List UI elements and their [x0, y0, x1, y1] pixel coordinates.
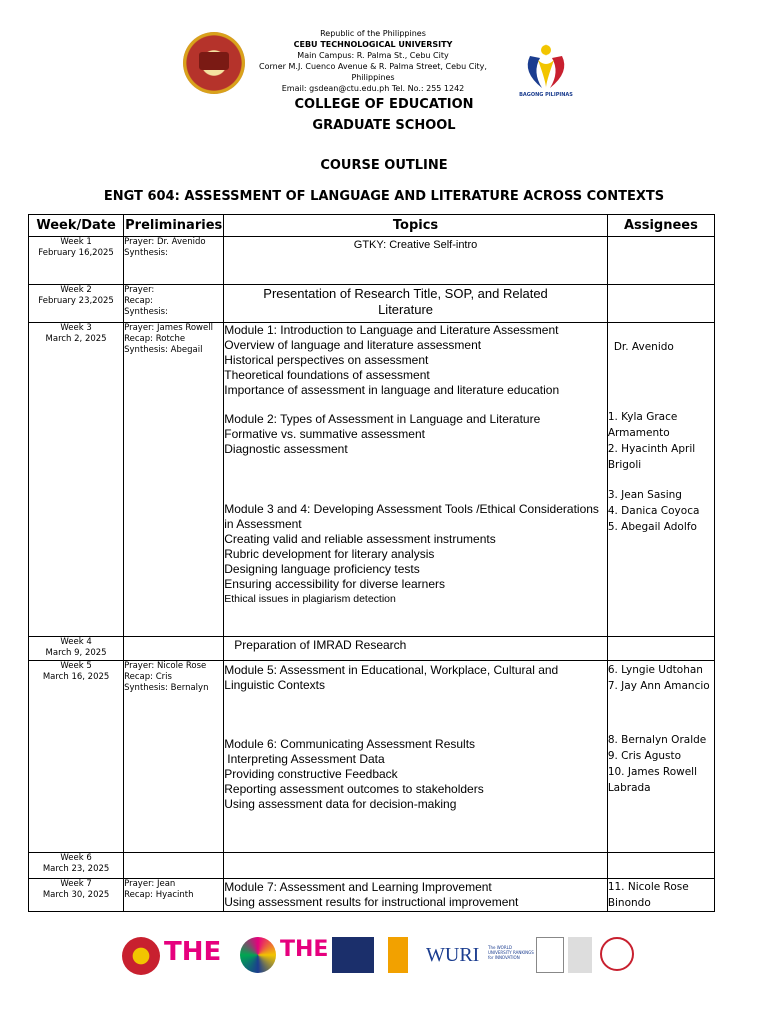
week-label: Week 5: [60, 661, 92, 671]
week-cell: [29, 237, 124, 285]
university-name: CEBU TECHNOLOGICAL UNIVERSITY: [293, 40, 453, 49]
table-header-row: [29, 215, 715, 237]
week-date: March 9, 2025: [45, 648, 107, 658]
topic-item: Ethical issues in plagiarism detection: [224, 593, 396, 605]
week-cell: [29, 853, 124, 879]
topic-item: Ensuring accessibility for diverse learners: [224, 577, 446, 591]
prelim-cell: [124, 285, 224, 323]
week-label: Week 4: [60, 637, 92, 647]
prelim-item: Recap: Rotche: [124, 334, 186, 344]
table-row: [29, 853, 715, 879]
assignee-item: 2. Hyacinth April Brigoli: [607, 443, 696, 471]
assignee-cell: [607, 853, 714, 879]
prelim-item: Prayer: Dr. Avenido: [124, 237, 206, 247]
wuri-text: WURI: [426, 944, 480, 966]
assignee-item: Dr. Avenido: [613, 341, 674, 353]
asean-logo-icon: [122, 937, 160, 975]
wuri-logo: [426, 937, 488, 973]
topic-item: Diagnostic assessment: [224, 442, 348, 456]
topic-item: Using assessment results for instructional improvement: [224, 895, 519, 909]
footer-logos: [122, 934, 634, 976]
prelim-cell: [124, 879, 224, 912]
table-row: [29, 637, 715, 661]
table-row: [29, 661, 715, 853]
week-date: February 23,2025: [38, 296, 114, 306]
prelim-cell: [124, 637, 224, 661]
topic-item: Interpreting Assessment Data: [227, 752, 385, 766]
table-row: [29, 879, 715, 912]
campus-line: Main Campus: R. Palma St., Cebu City: [297, 51, 449, 60]
topic-item: Presentation of Research Title, SOP, and Related Literature: [263, 286, 548, 317]
the-logo-text: THE: [164, 937, 222, 967]
letterhead: [0, 14, 768, 98]
topic-cell: [224, 637, 608, 661]
assignee-item: 11. Nicole Rose Binondo: [607, 881, 689, 909]
topic-cell: [224, 237, 608, 285]
prelim-cell: [124, 323, 224, 637]
topic-item: Theoretical foundations of assessment: [224, 368, 430, 382]
topic-item: GTKY: Creative Self-intro: [353, 239, 478, 251]
week-label: Week 6: [60, 853, 92, 863]
assignee-cell: [607, 661, 714, 853]
assignee-item: 4. Danica Coyoca: [607, 505, 700, 517]
the-ranking-logo: [164, 937, 236, 973]
week-cell: [29, 323, 124, 637]
week-cell: [29, 661, 124, 853]
week-cell: [29, 879, 124, 912]
topic-item: Module 5: Assessment in Educational, Workplace, Cultural and Linguistic Contexts: [224, 663, 559, 692]
course-title: ENGT 604: ASSESSMENT OF LANGUAGE AND LITERATURE ACROSS CONTEXTS: [103, 189, 665, 204]
header-week-date: Week/Date: [29, 215, 124, 237]
topic-cell: [224, 323, 608, 637]
week-cell: [29, 637, 124, 661]
assignee-cell: [607, 879, 714, 912]
address-line: Corner M.J. Cuenco Avenue & R. Palma Street, Cebu City, Philippines: [259, 62, 487, 82]
topic-cell: [224, 879, 608, 912]
week-date: March 2, 2025: [45, 334, 107, 344]
assignee-item: 9. Cris Agusto: [607, 750, 682, 762]
prelim-item: Prayer: Nicole Rose: [124, 661, 207, 671]
topic-item: Overview of language and literature assessment: [224, 338, 482, 352]
school-title: GRADUATE SCHOOL: [312, 118, 456, 133]
the-impact-logo: [280, 937, 329, 973]
bagong-pilipinas-icon: [512, 42, 580, 92]
week-label: Week 1: [60, 237, 92, 247]
bagong-pilipinas-logo: [512, 42, 580, 102]
bagong-pilipinas-label: BAGONG PILIPINAS: [519, 92, 573, 98]
week-cell: [29, 285, 124, 323]
topic-item: Formative vs. summative assessment: [224, 427, 425, 441]
topic-cell: [224, 285, 608, 323]
seal-center: [199, 52, 229, 70]
assignee-cell: [607, 323, 714, 637]
prelim-cell: [124, 661, 224, 853]
prelim-item: Synthesis: Bernalyn: [124, 683, 209, 693]
republic-line: Republic of the Philippines: [320, 29, 426, 38]
topic-item: Importance of assessment in language and literature education: [224, 383, 560, 397]
prelim-item: Synthesis:: [124, 307, 168, 317]
topic-item: Module 2: Types of Assessment in Language and Literature: [224, 412, 541, 426]
topic-item: Providing constructive Feedback: [224, 767, 398, 781]
header-preliminaries: Preliminaries: [124, 215, 224, 237]
prelim-cell: [124, 237, 224, 285]
assignee-item: 3. Jean Sasing: [607, 489, 682, 501]
topic-item: Module 6: Communicating Assessment Results: [224, 737, 476, 751]
topic-item: Module 7: Assessment and Learning Improvement: [224, 880, 492, 894]
prelim-item: Synthesis: Abegail: [124, 345, 203, 355]
week-label: Week 7: [60, 879, 92, 889]
topic-item: Reporting assessment outcomes to stakeholders: [224, 782, 484, 796]
table-row: [29, 285, 715, 323]
topic-item: Module 1: Introduction to Language and Literature Assessment: [224, 323, 559, 337]
topic-cell: [224, 661, 608, 853]
wuri-subtext: The WORLD UNIVERSITY RANKINGS for INNOVATION: [488, 945, 534, 960]
qs-stars-icon: [388, 937, 408, 973]
topic-item: Rubric development for literary analysis: [224, 547, 435, 561]
header-assignees: Assignees: [607, 215, 714, 237]
assignee-cell: [607, 285, 714, 323]
prelim-cell: [124, 853, 224, 879]
topic-cell: [224, 853, 608, 879]
assignee-item: 8. Bernalyn Oralde: [607, 734, 707, 746]
topic-item: Preparation of IMRAD Research: [234, 638, 407, 652]
the-impact-text: THE: [280, 937, 329, 962]
prelim-item: Prayer: James Rowell: [124, 323, 213, 333]
accreditation-seal-icon: [600, 937, 634, 971]
week-date: March 16, 2025: [42, 672, 110, 682]
prelim-item: Recap:: [124, 296, 154, 306]
assignee-item: 1. Kyla Grace Armamento: [607, 411, 678, 439]
iso-certification-icon: [536, 937, 564, 973]
college-title: COLLEGE OF EDUCATION: [294, 97, 474, 112]
topic-item: Module 3 and 4: Developing Assessment Tools /Ethical Considerations in Assessment: [224, 502, 599, 531]
week-date: February 16,2025: [38, 248, 114, 258]
assignee-cell: [607, 237, 714, 285]
prelim-item: Recap: Cris: [124, 672, 172, 682]
topic-item: Historical perspectives on assessment: [224, 353, 429, 367]
week-label: Week 2: [60, 285, 92, 295]
prelim-item: Synthesis:: [124, 248, 168, 258]
topic-item: Designing language proficiency tests: [224, 562, 420, 576]
prelim-item: Prayer: Jean: [124, 879, 176, 889]
week-date: March 30, 2025: [42, 890, 110, 900]
assignee-item: 5. Abegail Adolfo: [607, 521, 697, 533]
course-outline-table: [28, 214, 715, 912]
header-topics: Topics: [224, 215, 608, 237]
qs-ranking-badge-icon: [332, 937, 374, 973]
topic-item: Creating valid and reliable assessment instruments: [224, 532, 496, 546]
outline-title: COURSE OUTLINE: [320, 158, 448, 173]
prelim-item: Recap: Hyacinth: [124, 890, 194, 900]
assignee-item: 7. Jay Ann Amancio: [607, 680, 710, 692]
prelim-item: Prayer:: [124, 285, 155, 295]
assignee-item: 10. James Rowell Labrada: [607, 766, 698, 794]
contact-line: Email: gsdean@ctu.edu.ph Tel. No.: 255 1242: [281, 84, 465, 93]
table-row: [29, 237, 715, 285]
week-label: Week 3: [60, 323, 92, 333]
week-date: March 23, 2025: [42, 864, 110, 874]
table-row: [29, 323, 715, 637]
certification-text-icon: [568, 937, 592, 973]
assignee-item: 6. Lyngie Udtohan: [607, 664, 703, 676]
assignee-cell: [607, 637, 714, 661]
topic-item: Using assessment data for decision-making: [224, 797, 457, 811]
university-seal-icon: [183, 32, 245, 94]
university-info: [240, 28, 506, 94]
the-impact-badge-icon: [240, 937, 276, 973]
